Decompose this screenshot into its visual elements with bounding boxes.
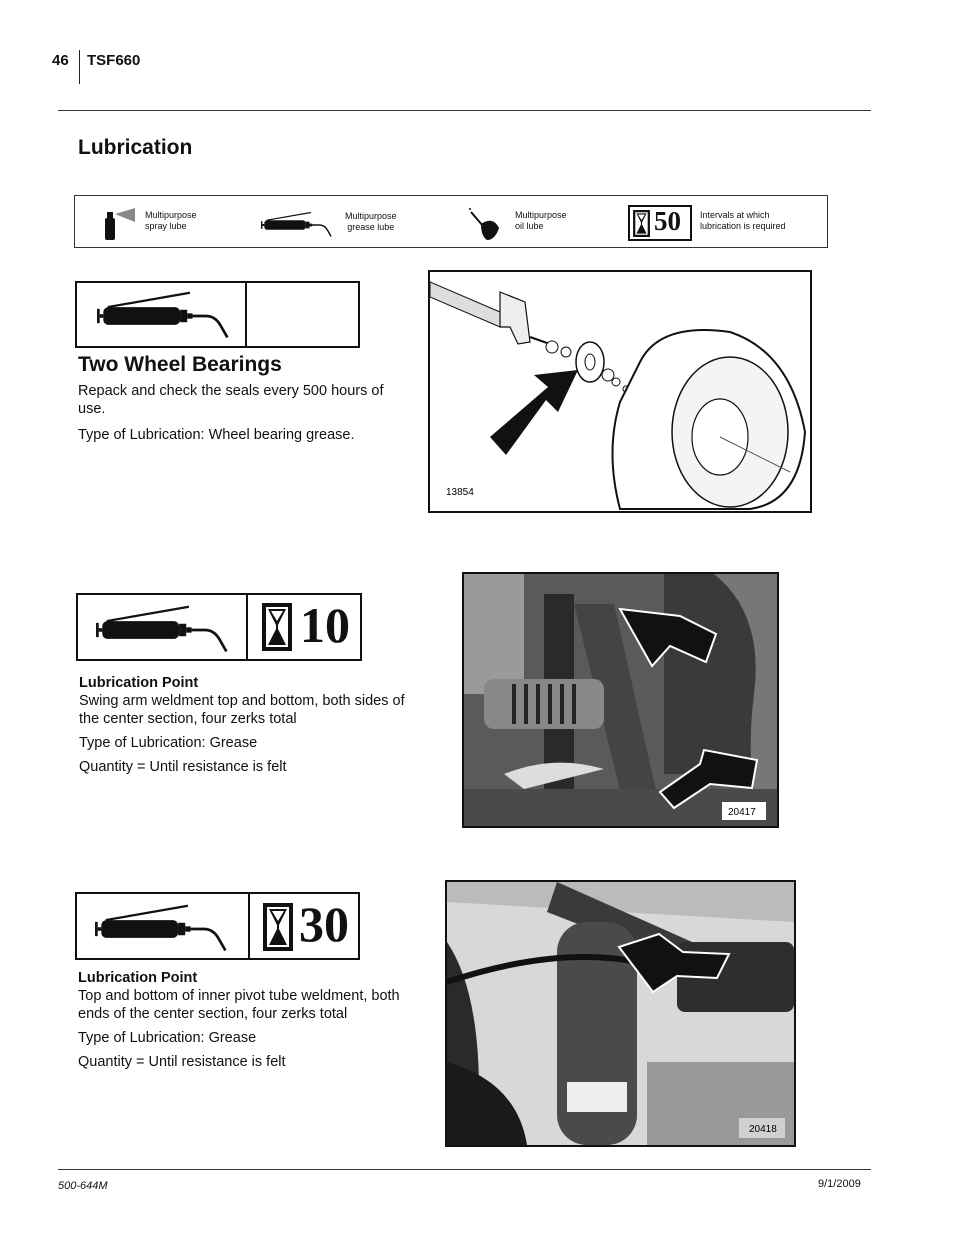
interval-badge: [628, 205, 692, 241]
legend-grease-label: Multipurpose grease lube: [345, 211, 397, 232]
figure-wheel-bearing: [428, 270, 812, 513]
document-number: 500-644M: [58, 1180, 108, 1192]
block3-icon-box: [75, 892, 360, 960]
header-rule: [58, 110, 871, 111]
figure-swing-arm: [462, 572, 779, 828]
block3-interval: 30: [299, 896, 349, 952]
pivot-tube-photo: [447, 882, 794, 1145]
legend-interval-label: Intervals at which lubrication is required: [700, 210, 786, 231]
block1-icon-box: [75, 281, 360, 348]
legend-oil-label: Multipurpose oil lube: [515, 210, 567, 231]
block1-heading: Two Wheel Bearings: [78, 353, 282, 376]
model-name: TSF660: [87, 52, 141, 69]
hourglass-icon: [633, 210, 650, 237]
grease-gun-icon: [87, 904, 237, 954]
figure-ref-13854: 13854: [446, 487, 474, 498]
block2-icon-box: [76, 593, 362, 661]
footer-rule: [58, 1169, 871, 1170]
interval-badge-value: 50: [654, 206, 681, 236]
figure-pivot-tube: [445, 880, 796, 1147]
grease-gun-icon: [88, 605, 238, 655]
oil-can-icon: [467, 206, 503, 242]
wheel-hub-illustration: [430, 272, 810, 511]
block3-text: Lubrication Point Top and bottom of inner pivot tube weldment, both ends of the center section, four zerks total Type of Lubrication: Grease Quantity = Until resistance is felt: [78, 970, 400, 1070]
grease-gun-icon: [261, 210, 333, 240]
header-divider: [79, 50, 80, 84]
hourglass-icon: [262, 603, 292, 651]
spray-can-icon: [103, 206, 139, 240]
hourglass-icon: [263, 903, 293, 951]
legend-spray-label: Multipurpose spray lube: [145, 210, 197, 231]
grease-gun-icon: [89, 291, 239, 341]
document-date: 9/1/2009: [818, 1178, 861, 1190]
block2-interval: 10: [300, 597, 350, 653]
block1-text: Repack and check the seals every 500 hours of use. Type of Lubrication: Wheel bearing grease.: [78, 383, 384, 443]
lubrication-legend: [74, 195, 828, 248]
page-number: 46: [52, 52, 69, 69]
section-title: Lubrication: [78, 136, 193, 159]
swing-arm-photo: [464, 574, 777, 826]
figure-ref-20418: 20418: [749, 1124, 777, 1135]
block2-text: Lubrication Point Swing arm weldment top and bottom, both sides of the center section, four zerks total Type of Lubrication: Grease Quantity = Until resistance is felt: [79, 675, 405, 775]
figure-ref-20417: 20417: [728, 807, 756, 818]
